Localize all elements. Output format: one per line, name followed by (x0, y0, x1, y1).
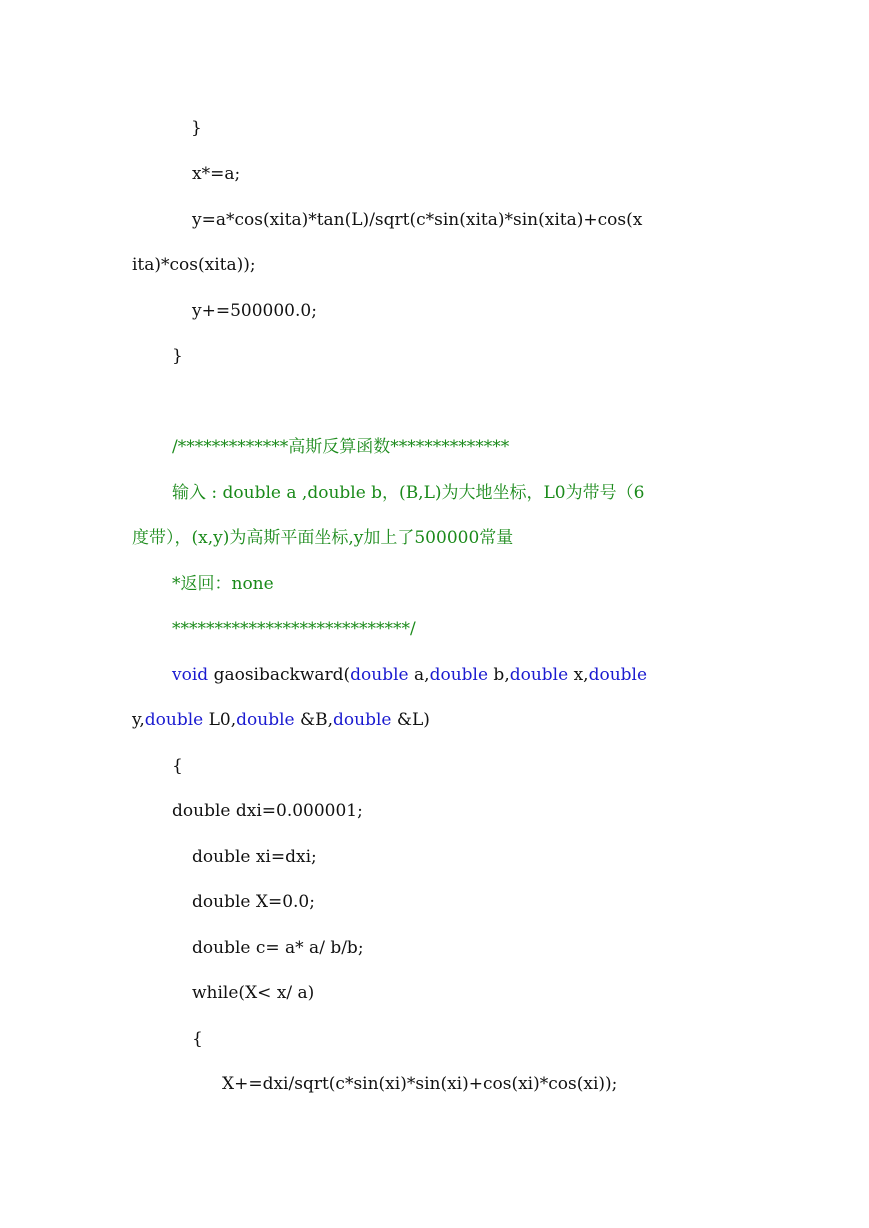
signature-text: x, (568, 665, 589, 685)
comment-return: *返回：none (172, 574, 274, 594)
code-line-x-assign: x*=a; (192, 164, 241, 184)
code-line-X-decl: double X=0.0; (192, 892, 315, 912)
code-line-open-brace: { (172, 756, 183, 776)
function-signature (172, 664, 647, 686)
code-line-X-accumulate: X+=dxi/sqrt(c*sin(xi)*sin(xi)+cos(xi)*cos(xi)); (222, 1074, 618, 1094)
signature-text: gaosibackward( (208, 665, 351, 685)
keyword-double: double (350, 665, 409, 685)
keyword-double: double (333, 710, 392, 730)
code-line-while: while(X< x/ a) (192, 983, 315, 1003)
signature-text: a, (408, 665, 430, 685)
keyword-double: double (236, 710, 295, 730)
keyword-double: double (144, 710, 204, 730)
code-line-while-open-brace: { (192, 1029, 203, 1049)
code-line-closing-brace: } (191, 118, 202, 138)
keyword-double: double (429, 665, 489, 685)
comment-input-description: 输入 : double a ,double b，(B,L)为大地坐标，L0为带号（6 (172, 483, 645, 503)
signature-text: y, (132, 710, 145, 730)
code-line-y-assign-continued: ita)*cos(xita)); (132, 255, 256, 275)
signature-text: b, (488, 665, 510, 685)
signature-text: &L) (391, 710, 430, 730)
comment-footer: ****************************/ (172, 619, 416, 639)
keyword-void: void (172, 665, 209, 685)
code-line-y-offset: y+=500000.0; (192, 301, 317, 321)
code-line-dxi-decl: double dxi=0.000001; (172, 801, 363, 821)
code-line-c-decl: double c= a* a/ b/b; (192, 938, 364, 958)
code-line-y-assign: y=a*cos(xita)*tan(L)/sqrt(c*sin(xita)*sin(xita)+cos(x (192, 210, 643, 230)
signature-text: &B, (294, 710, 334, 730)
keyword-double: double (509, 665, 569, 685)
keyword-double: double (588, 665, 648, 685)
comment-input-description-continued: 度带），(x,y)为高斯平面坐标,y加上了500000常量 (132, 528, 514, 548)
comment-header: /*************高斯反算函数************** (172, 437, 510, 457)
function-signature-continued (132, 709, 430, 731)
code-line-function-end-brace: } (172, 346, 183, 366)
code-line-xi-decl: double xi=dxi; (192, 847, 317, 867)
signature-text: L0, (203, 710, 237, 730)
